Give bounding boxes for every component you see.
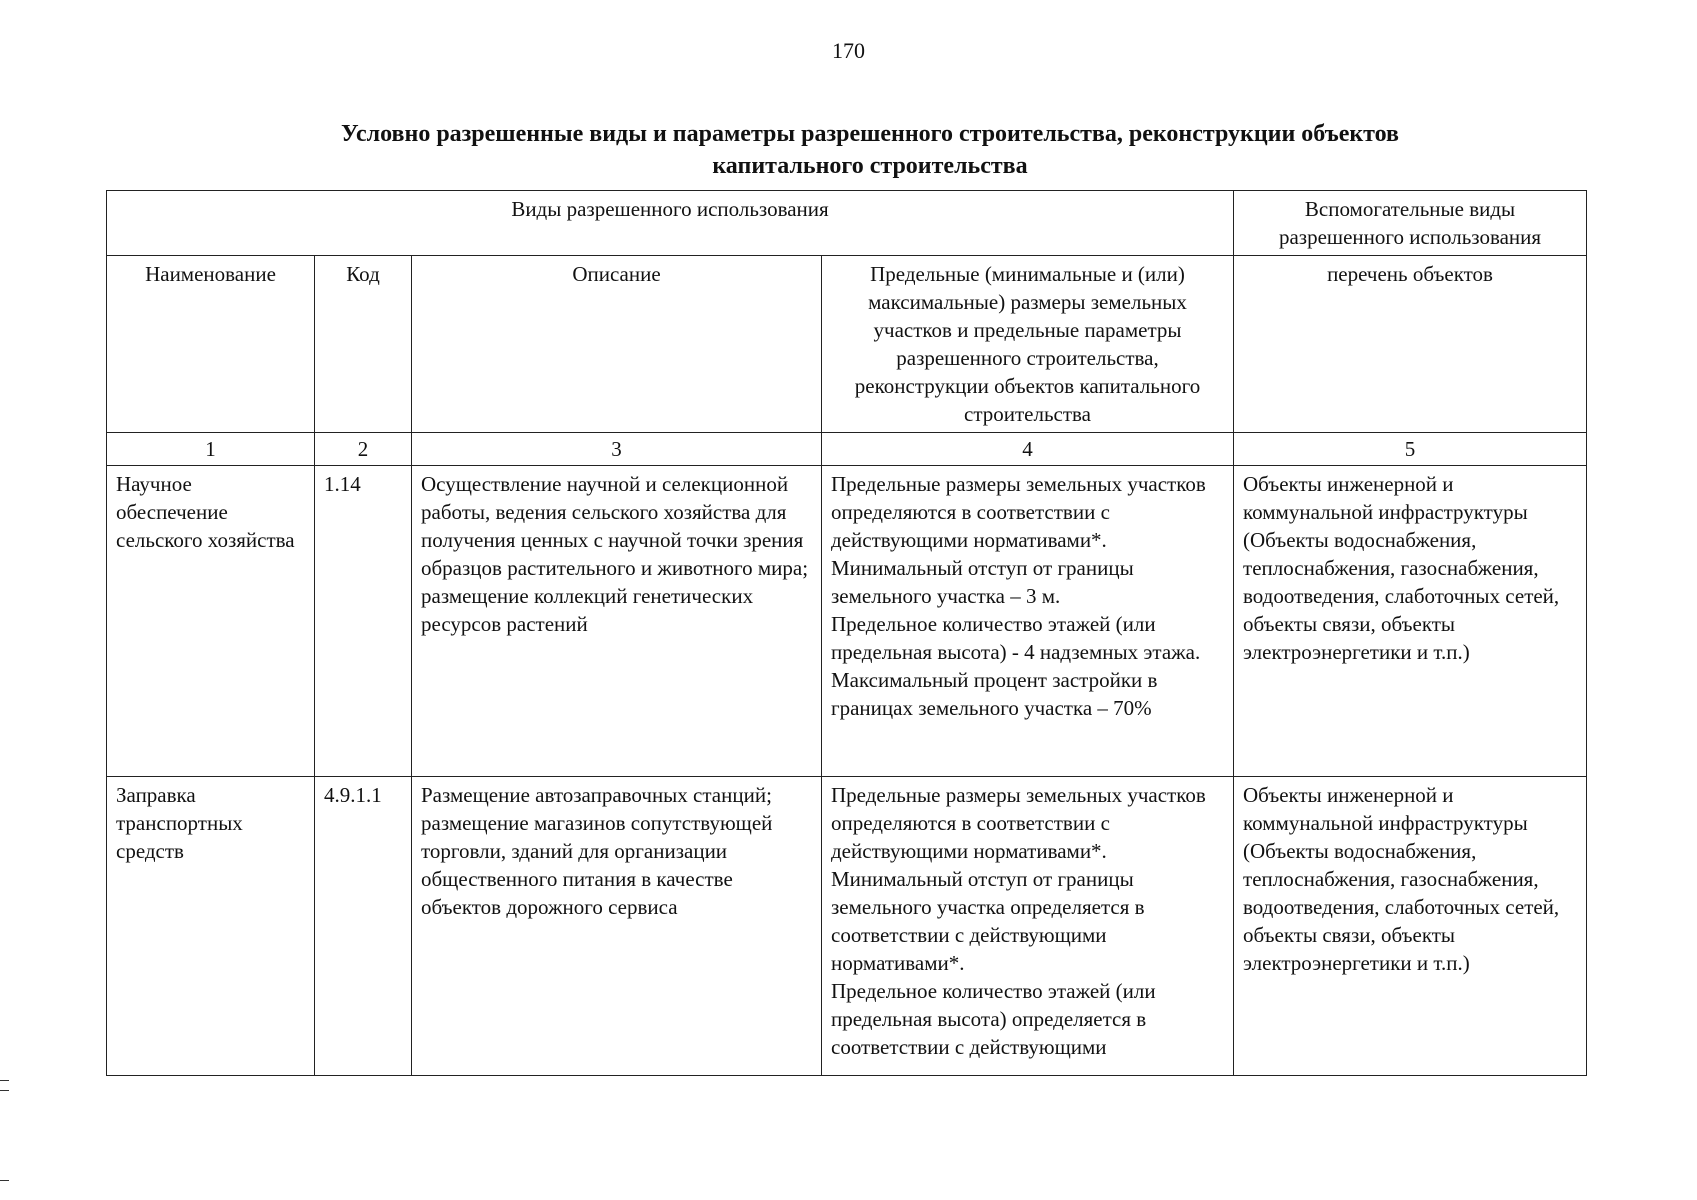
row-description: Осуществление научной и селекционной работы, ведения сельского хозяйства для получения ценных с научной точки зрения образцов растительного и животного мира; размещение коллекций генетических ресурсов растений (412, 466, 822, 777)
document-title-line-2: капитального строительства (712, 153, 1028, 179)
document-title-line-1: Условно разрешенные виды и параметры разрешенного строительства, реконструкции объектов (340, 121, 1400, 147)
column-number: 3 (412, 433, 822, 466)
row-limits: Предельные размеры земельных участков определяются в соответствии с действующими нормативами*. Минимальный отступ от границы земельного участка – 3 м. Предельное количество этажей (или предельная высота) - 4 надземных этажа. Максимальный процент застройки в границах земельного участка – 70% (822, 466, 1234, 777)
row-description: Размещение автозаправочных станций; размещение магазинов сопутствующей торговли, зданий для организации общественного питания в качестве объектов дорожного сервиса (412, 777, 822, 1076)
row-code: 1.14 (315, 466, 412, 777)
margin-mark (0, 1080, 9, 1091)
margin-mark (0, 1180, 9, 1181)
column-header-name: Наименование (107, 256, 315, 433)
row-objects: Объекты инженерной и коммунальной инфраструктуры (Объекты водоснабжения, теплоснабжения, газоснабжения, водоотведения, слаботочных сетей, объекты связи, объекты электроэнергетики и т.п.) (1234, 777, 1587, 1076)
permitted-use-table (106, 190, 1587, 1076)
column-header-description: Описание (412, 256, 822, 433)
column-number: 1 (107, 433, 315, 466)
column-number-row (107, 433, 1587, 466)
row-objects: Объекты инженерной и коммунальной инфраструктуры (Объекты водоснабжения, теплоснабжения, газоснабжения, водоотведения, слаботочных сетей, объекты связи, объекты электроэнергетики и т.п.) (1234, 466, 1587, 777)
column-header-objects: перечень объектов (1234, 256, 1587, 433)
table-row (107, 777, 1587, 1076)
column-number: 2 (315, 433, 412, 466)
group-header-main: Виды разрешенного использования (107, 191, 1234, 256)
group-header-row (107, 191, 1587, 256)
document-title (110, 118, 1630, 182)
group-header-aux: Вспомогательные виды разрешенного использования (1234, 191, 1587, 256)
column-header-row (107, 256, 1587, 433)
column-header-code: Код (315, 256, 412, 433)
column-number: 5 (1234, 433, 1587, 466)
page-number: 170 (832, 38, 865, 63)
column-number: 4 (822, 433, 1234, 466)
row-code: 4.9.1.1 (315, 777, 412, 1076)
column-header-limits: Предельные (минимальные и (или) максимальные) размеры земельных участков и предельные параметры разрешенного строительства, реконструкции объектов капитального строительства (822, 256, 1234, 433)
row-limits: Предельные размеры земельных участков определяются в соответствии с действующими нормативами*. Минимальный отступ от границы земельного участка определяется в соответствии с действующими нормативами*. Предельное количество этажей (или предельная высота) определяется в соответствии с действующими (822, 777, 1234, 1076)
row-name: Научное обеспечение сельского хозяйства (107, 466, 315, 777)
table-row (107, 466, 1587, 777)
row-name: Заправка транспортных средств (107, 777, 315, 1076)
